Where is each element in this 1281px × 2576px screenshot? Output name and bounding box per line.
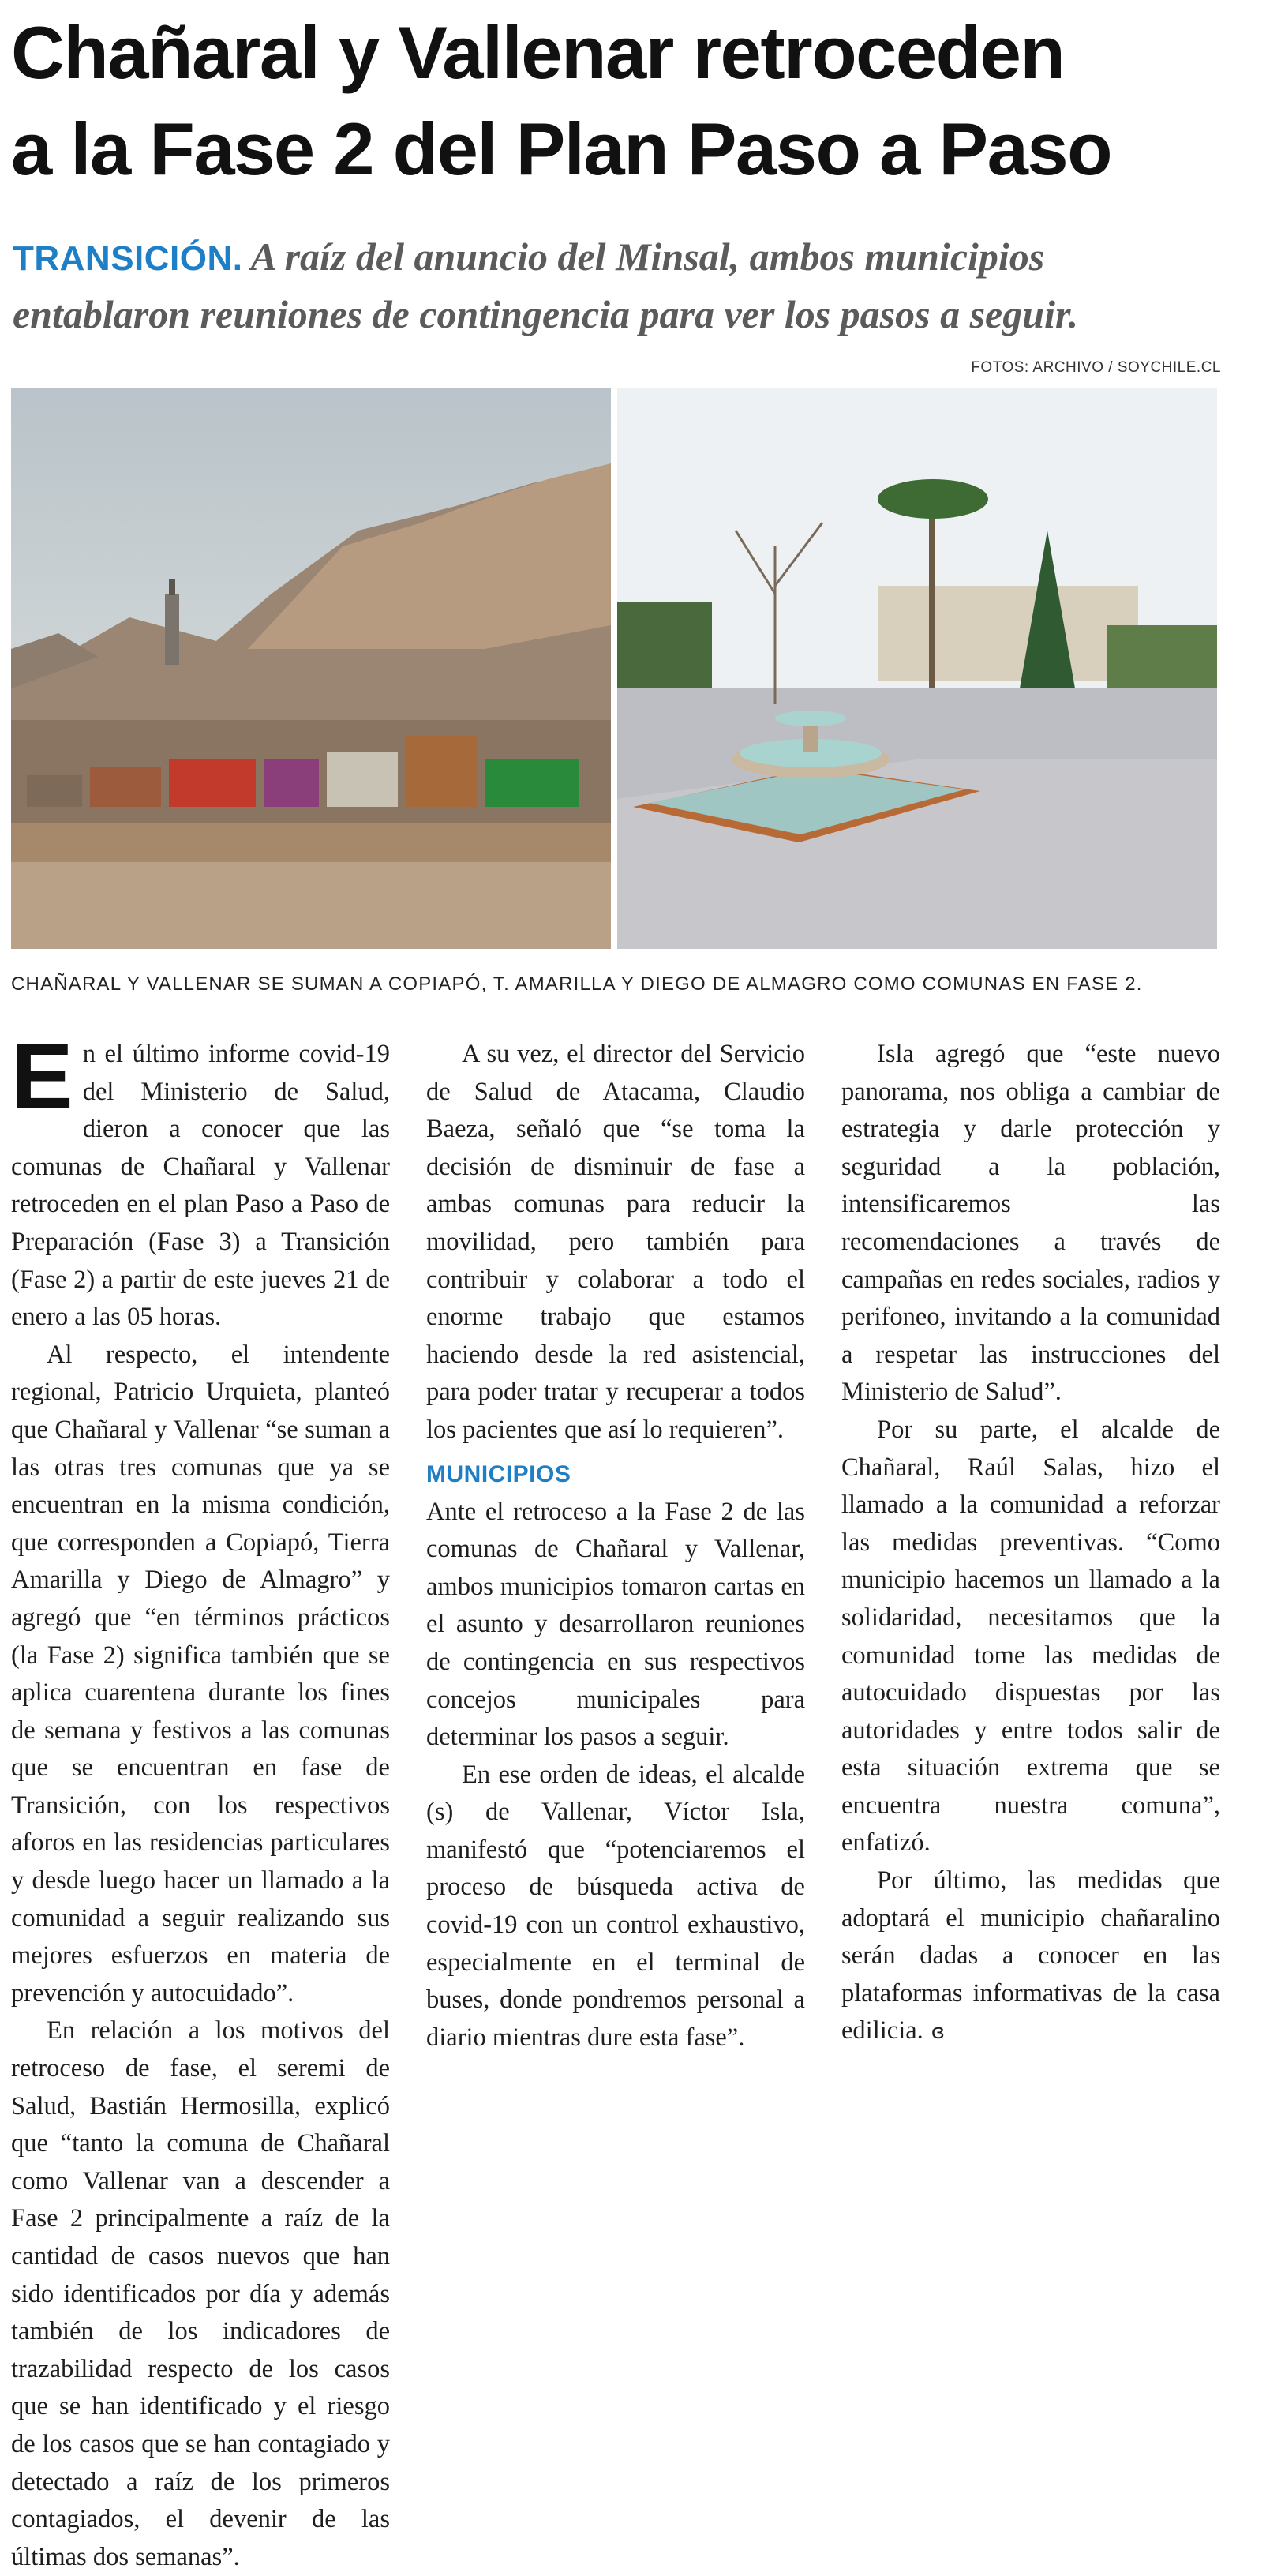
deck-kicker: TRANSICIÓN.: [13, 239, 243, 278]
deck-line-2: entablaron reuniones de contingencia para ver los pasos a seguir.: [13, 292, 1079, 336]
paragraph-9: [841, 1862, 1220, 2052]
paragraph-5: Ante el retroceso a la Fase 2 de las comunas de Chañaral y Vallenar, ambos municipios tomaron cartas en el asunto y desarrollaron reuniones de contingencia en sus respectivos concejos municipales para determinar los pasos a seguir.: [426, 1497, 805, 1752]
photo-chanaral: [11, 388, 611, 949]
headline: [11, 5, 1274, 197]
paragraph-1: [11, 1025, 390, 1337]
paragraph-3: En relación a los motivos del retroceso de fase, el seremi de Salud, Bastián Hermosilla, explicó que “tanto la comuna de Chañaral como Vallenar van a descender a Fase 2 principalmente a raíz de la cantidad de casos nuevos que han sido identificados por día y además también de los indicadores de trazabilidad respecto de los casos que se han identificado y el riesgo de los casos que se han contagiado y detectado a raíz de los primeros contagiados, el devenir de las últimas dos semanas”.: [11, 2016, 390, 2571]
paragraph-8: Por su parte, el alcalde de Chañaral, Raúl Salas, hizo el llamado a la comunidad a reforzar las medidas preventivas. “Como municipio hacemos un llamado a la solidaridad, necesitamos que la comunidad tome las medidas de autocuidado dispuestas por las autoridades y entre todos salir de esta situación extrema que se encuentra nuestra comuna”, enfatizó.: [841, 1415, 1220, 1858]
subhead-municipios: MUNICIPIOS: [426, 1460, 571, 1487]
paragraph-7: Isla agregó que “este nuevo panorama, nos obliga a cambiar de estrategia y darle protección y seguridad a la población, intensificaremos las recomendaciones a través de campañas en redes sociales, radios y perifoneo, invitando a la comunidad a respetar las instrucciones del Ministerio de Salud”.: [841, 1040, 1220, 1407]
photo-caption: CHAÑARAL Y VALLENAR SE SUMAN A COPIAPÓ, T. AMARILLA Y DIEGO DE ALMAGRO COMO COMUNAS EN FASE 2.: [11, 973, 1143, 995]
photo-vallenar: [617, 388, 1217, 949]
end-mark-icon: ɞ: [931, 2020, 946, 2045]
drop-cap: E: [11, 1025, 73, 1129]
paragraph-9-text: Por último, las medidas que adoptará el municipio chañaralino serán dadas a conocer en las plataformas informativas de la casa edilicia.: [841, 1866, 1220, 2045]
paragraph-6: En ese orden de ideas, el alcalde (s) de Vallenar, Víctor Isla, manifestó que “potenciaremos el proceso de búsqueda activa de covid-19 con un control exhaustivo, especialmente en el terminal de buses, donde pondremos personal a diario mientras dure esta fase”.: [426, 1760, 805, 2052]
article-column-3: [841, 1036, 1220, 2052]
article-column-2: [426, 1036, 805, 2057]
deck-line-1: [13, 229, 1260, 287]
paragraph-1-text: n el último informe covid-19 del Ministerio de Salud, dieron a conocer que las comunas de Chañaral y Vallenar retroceden en el plan Paso a Paso de Preparación (Fase 3) a Transición (Fase 2) a partir de este jueves 21 de enero a las 05 horas.: [11, 1040, 390, 1332]
vallenar-illustration: [617, 388, 1217, 949]
photo-credit: FOTOS: ARCHIVO / SOYCHILE.CL: [971, 359, 1221, 376]
deck: [13, 229, 1260, 342]
headline-line-2: a la Fase 2 del Plan Paso a Paso: [11, 107, 1112, 190]
article-column-1: [11, 1025, 390, 2576]
headline-line-1: Chañaral y Vallenar retroceden: [11, 11, 1065, 94]
chanaral-illustration: [11, 388, 611, 949]
deck-text-1: A raíz del anuncio del Minsal, ambos municipios: [250, 234, 1045, 279]
paragraph-2: Al respecto, el intendente regional, Patricio Urquieta, planteó que Chañaral y Vallenar “se suman a las otras tres comunas que ya se encuentran en la misma condición, que corresponden a Copiapó, Tierra Amarilla y Diego de Almagro” y agregó que “en términos prácticos (la Fase 2) significa también que se aplica cuarentena durante los fines de semana y festivos a las comunas que se encuentran en fase de Transición, con los respectivos aforos en las residencias particulares y desde luego hacer un llamado a la comunidad a seguir realizando sus mejores esfuerzos en materia de prevención y autocuidado”.: [11, 1340, 390, 2008]
paragraph-4: A su vez, el director del Servicio de Salud de Atacama, Claudio Baeza, señaló que “se toma la decisión de disminuir de fase a ambas comunas para reducir la movilidad, pero también para contribuir y colaborar a todo el enorme trabajo que estamos haciendo desde la red asistencial, para poder tratar y recuperar a todos los pacientes que así lo requieren”.: [426, 1040, 805, 1444]
